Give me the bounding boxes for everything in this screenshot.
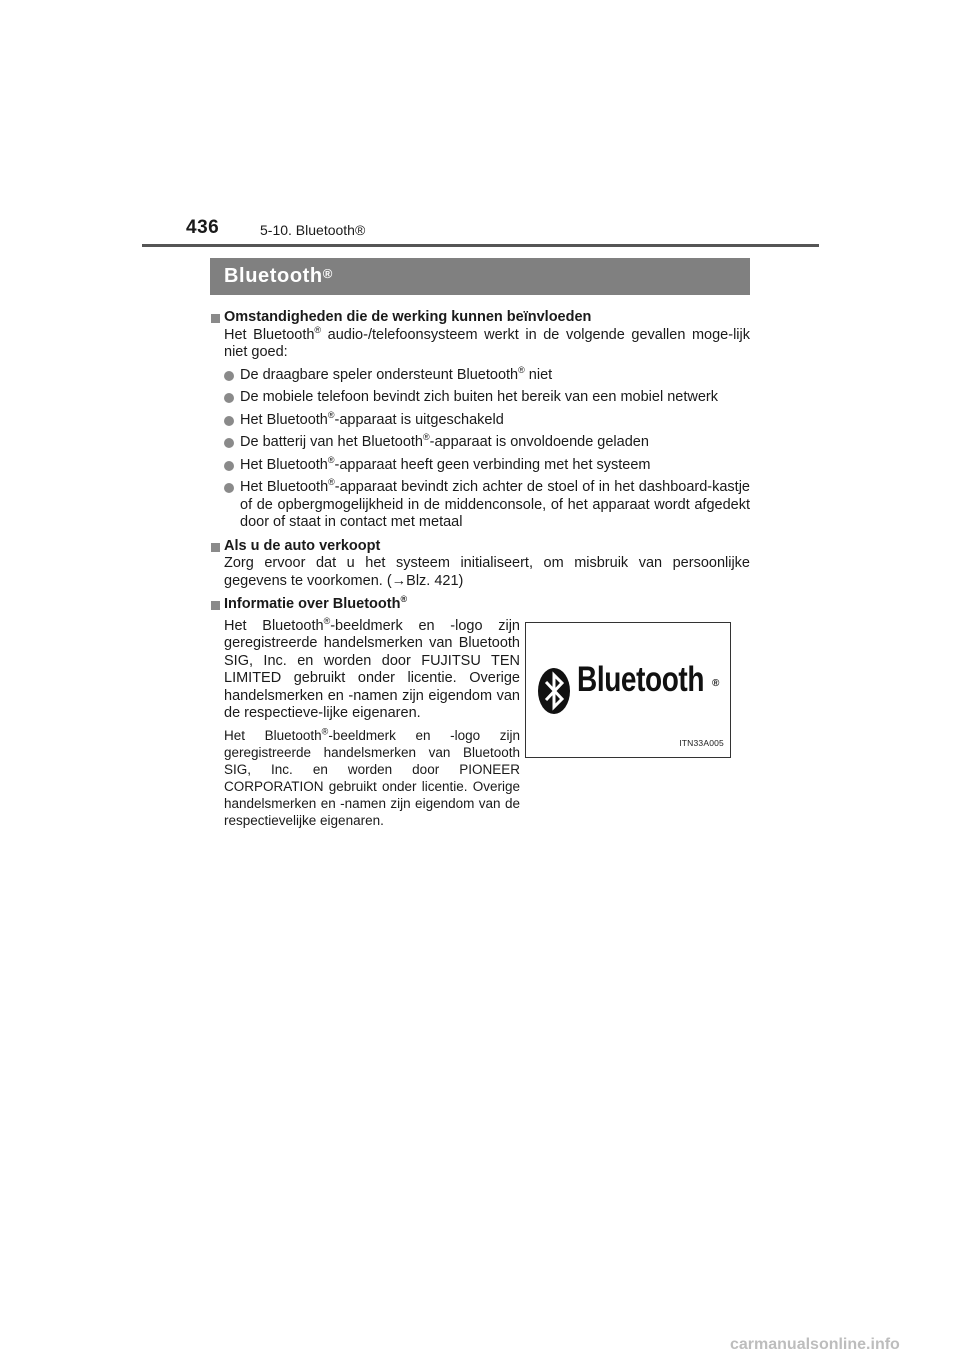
arrow-right-icon: →: [391, 572, 407, 589]
section-label: 5-10. Bluetooth®: [260, 222, 366, 238]
list-item: [210, 434, 750, 452]
reg-mark: ®: [327, 454, 335, 465]
square-bullet-icon: [211, 314, 220, 323]
header-rule: [142, 244, 819, 247]
section-heading-conditions: [210, 309, 750, 327]
list-item: [210, 409, 750, 430]
list-item: [210, 389, 750, 407]
selling-body: [210, 555, 750, 590]
info-paragraph: [224, 727, 520, 829]
list-item-text: -apparaat is uitgeschakeld: [334, 411, 504, 428]
list-item-text: -apparaat is onvoldoende geladen: [429, 434, 649, 450]
reg-mark: ®: [328, 477, 335, 488]
conditions-intro: [210, 324, 750, 362]
list-item: [210, 364, 750, 385]
list-item-text: Het Bluetooth: [240, 456, 328, 473]
section-heading-info: [210, 596, 750, 614]
reg-mark: ®: [518, 364, 525, 375]
reg-mark: ®: [323, 615, 331, 626]
list-item: [210, 479, 750, 532]
round-bullet-icon: [224, 371, 234, 381]
round-bullet-icon: [224, 416, 234, 426]
page-number: 436: [186, 217, 220, 238]
reg-mark: ®: [321, 726, 329, 736]
square-bullet-icon: [211, 543, 220, 552]
intro-text-b: audio-/telefoonsysteem werkt in de volgende gevallen moge-lijk niet goed:: [224, 326, 750, 360]
info-block: [210, 615, 750, 829]
reg-mark: ®: [327, 409, 335, 420]
round-bullet-icon: [224, 461, 234, 471]
bluetooth-icon: [537, 667, 571, 715]
list-item-text: -apparaat bevindt zich achter de stoel of in het dashboard-kastje of de opbergmogelijkheid in de middenconsole, of het apparaat wordt afgedekt door of staat in contact met metaal: [240, 479, 750, 530]
intro-text-a: Het Bluetooth: [224, 326, 315, 343]
info-text-a: Het Bluetooth: [224, 727, 322, 743]
round-bullet-icon: [224, 393, 234, 403]
section-heading-selling: [210, 538, 750, 556]
info-paragraph: [224, 615, 520, 723]
bluetooth-wordmark: Bluetooth: [577, 659, 705, 699]
info-text-b: -beeldmerk en -logo zijn geregistreerde handelsmerken van Bluetooth SIG, Inc. en worden door FUJITSU TEN LIMITED gebruikt onder licentie. Overige handelsmerken en -namen zijn eigendom van de respectieve-lijke eigenaren.: [224, 617, 520, 721]
list-item-text: niet: [524, 366, 553, 383]
info-text-a: Het Bluetooth: [224, 617, 324, 634]
list-item: [210, 454, 750, 475]
section-heading-text: Informatie over Bluetooth: [224, 596, 401, 612]
page-title: Bluetooth ®: [210, 258, 750, 295]
section-heading-text: Als u de auto verkoopt: [224, 537, 381, 554]
bluetooth-logo-figure: [525, 622, 731, 758]
list-item-text: De mobiele telefoon bevindt zich buiten het bereik van een mobiel netwerk: [240, 389, 718, 405]
list-item-text: De draagbare speler ondersteunt Bluetooth: [240, 366, 519, 383]
round-bullet-icon: [224, 483, 234, 493]
square-bullet-icon: [211, 601, 220, 610]
wordmark-reg: ®: [712, 677, 720, 689]
info-text: [224, 615, 520, 829]
list-item-text: Het Bluetooth: [240, 411, 328, 428]
reg-mark: ®: [314, 324, 322, 335]
watermark: carmanualsonline.info: [730, 1336, 900, 1353]
content: [210, 309, 750, 833]
reg-mark: ®: [422, 432, 430, 443]
figure-code: ITN33A005: [679, 738, 724, 748]
section-heading-text: Omstandigheden die de werking kunnen beïnvloeden: [224, 309, 592, 325]
round-bullet-icon: [224, 438, 234, 448]
page-reference: Blz. 421): [406, 572, 464, 589]
list-item-text: -apparaat heeft geen verbinding met het systeem: [334, 456, 651, 473]
list-item-text: De batterij van het Bluetooth: [240, 434, 423, 450]
info-text-b: -beeldmerk en -logo zijn geregistreerde handelsmerken van Bluetooth SIG, Inc. en worden door PIONEER CORPORATION gebruikt onder licentie. Overige handelsmerken en -namen zijn eigendom van de respectievelijke eigenaren.: [224, 727, 520, 828]
page-title-text: Bluetooth: [224, 265, 323, 287]
selling-text: Zorg ervoor dat u het systeem initialiseert, om misbruik van persoonlijke gegevens te voorkomen. (: [224, 555, 750, 589]
reg-mark: ®: [400, 594, 408, 605]
list-item-text: Het Bluetooth: [240, 479, 329, 495]
